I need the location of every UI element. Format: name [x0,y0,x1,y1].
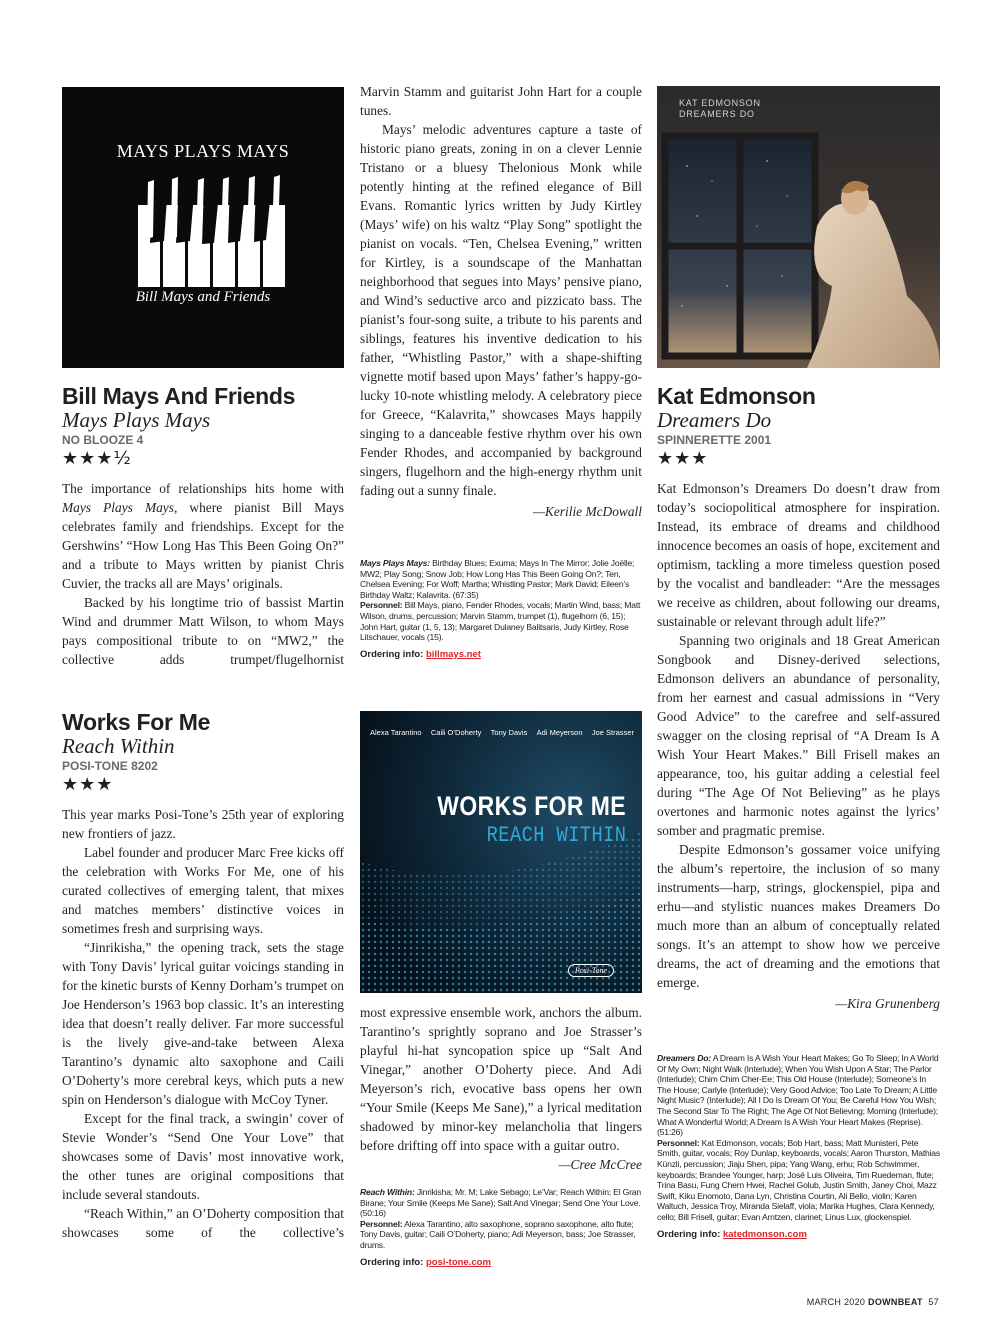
paragraph: “Reach Within,” an O’Doherty composition that showcases some of the collective’s [62,1206,344,1240]
paragraph: Marvin Stamm and guitarist John Hart for a couple tunes. [360,84,642,118]
personnel: Personnel: Bill Mays, piano, Fender Rhodes, vocals; Martin Wind, bass; Matt Wilson, drums, percussion; Marvin Stamm, trumpet (1), flugelhorn (6, 15); John Hart, guitar (1, 5, 13); Margaret Dulaney Balitsaris, Judy Kirtley, Rose Litschauer, vocals (15). [360,600,641,643]
personnel: Personnel: Kat Edmonson, vocals; Bob Hart, bass; Matt Munisteri, Pete Smith, guitar, vocals; Roy Dunlap, keyboards, vocals; Aaron Thurston, Mathias Künzli, percussion; Jiaju Shen, pipa; Yang Wang, erhu; Rob Schwimmer, keyboards; Brandee Younger, harp; José Luis Oliveira, Tim Ruedeman, flute; Trina Basu, Fung Chern Hwei, Rachel Golub, Justin Smith, Janey Choi, Mazz Swift, Kiku Enomoto, Dana Lyn, Christina Courtin, Ali Bello, violin; Karen Waltuch, Jessica Troy, Miranda Sielaff, viola; Marika Hughes, Clara Kennedy, cello; Bill Frisell, guitar; Evan Arntzen, clarinet; Linus Lux, glockenspiel. [657,1137,940,1222]
reviewer-name: —Kira Grunenberg [835,996,940,1011]
page-number: 57 [928,1297,939,1307]
star-rating: ★★★ [657,448,709,469]
cover-title-line1: WORKS FOR ME [437,791,626,821]
record-label: NO BLOOZE 4 [62,433,144,447]
paragraph: Except for the final track, a swingin’ cover of Stevie Wonder’s “Send One Your Love” that showcases some of Davis’ most innovative work, the other tunes are original compositions that include several standouts. [62,1111,344,1202]
piano-keys-icon [62,87,344,368]
album-title: Dreamers Do [657,408,772,432]
cover-title-line2: REACH WITHIN [486,823,626,848]
review-bill-mays-credits [360,558,642,660]
paragraph: most expressive ensemble work, anchors the album. Tarantino’s sprightly soprano and Joe Strasser’s playful hi-hat syncopation spice up “Salt And Vinegar,” another O’Doherty piece. And Adi Meyerson’s rich, evocative bass opens her own “Your Smile (Keeps Me Sane),” a lyrical meditation shadowed by minor-key melancholia that lingers before drifting off into space with a guitar outro. —Cree McCree [360,1005,642,1172]
personnel: Personnel: Alexa Tarantino, alto saxophone, soprano saxophone, alto flute; Tony Davis, guitar; Caili O’Doherty, piano; Adi Meyerson, bass; Joe Strasser, drums. [360,1218,636,1250]
album-cover-reach-within [360,711,642,993]
review-works-for-me-body-part1 [62,805,344,1242]
album-cover-dreamers-do [657,86,940,368]
paragraph: Kat Edmonson’s Dreamers Do doesn’t draw from today’s sociopolitical atmosphere for inspiration. Instead, its embrace of dreams and childhood innocence becomes an oasis of hope, excitement and optimism, tackling a more timeless question posed by the vocalist and bandleader: “Are the messages we receive as children, about following our dreams, sustainable or relevant through adult life?” [657,481,940,629]
window-scene-graphic [657,86,940,368]
ordering-link[interactable]: katedmonson.com [722,1228,807,1240]
dot-pattern-graphic [360,711,642,993]
issue-date: MARCH 2020 [806,1297,866,1307]
artist-name: Works For Me [62,709,211,735]
track-list: Mays Plays Mays: Birthday Blues; Exuma; Mays In The Mirror; Jolie Joëlle; MW2; Play Song; Snow Job; How Long Has This Been Going On?; Ten, Chelsea Evening; For Woff; Martha; Whistling Pastor; Mark David; Eileen’s Birthday Waltz; Kalavrita. (67:35) [360,558,635,600]
review-works-for-me-credits [360,1187,642,1268]
ordering-info: Ordering info: katedmonson.com [657,1228,807,1240]
magazine-name: DOWNBEAT [868,1297,923,1307]
paragraph: Despite Edmonson’s gossamer voice unifying the album’s repertoire, the inclusion of so many instruments—harp, strings, glockenspiel, pipa and erhu—and stylistic nuances makes Dreamers Do much more than an album of conceptually related songs. It’s an attempt to show how we perceive dreams, the act of dreaming and the emotions that emerge. [657,842,940,990]
artist-name: Kat Edmonson [657,383,816,409]
posi-tone-logo: Posi-Tone [568,964,614,977]
paragraph: This year marks Posi-Tone’s 25th year of exploring new frontiers of jazz. [62,807,344,841]
ordering-info: Ordering info: billmays.net [360,648,481,660]
paragraph: The importance of relationships hits home with Mays Plays Mays, where pianist Bill Mays celebrates family and friendships. Except for the Gershwins’ “How Long Has This Been Going On?” and a tribute to Mays written by pianist Chris Cuvier, the tracks all are Mays’ originals. [62,481,344,591]
cover-artist: KAT EDMONSON [679,98,761,108]
page-footer [807,1297,939,1307]
cover-subtitle: Bill Mays and Friends [135,289,271,305]
review-kat-edmonson-header [657,383,947,477]
ordering-link[interactable]: posi-tone.com [425,1256,491,1268]
paragraph: Backed by his longtime trio of bassist Martin Wind and drummer Matt Wilson, to whom Mays pays compositional tribute to on “MW2,” the collective adds trumpet/flugelhornist [62,595,344,667]
album-title: Mays Plays Mays [62,408,211,432]
review-works-for-me-header [62,709,352,803]
review-kat-edmonson-body [657,479,940,1013]
cover-musician-names: Alexa Tarantino Caili O’Doherty Tony Davis Adi Meyerson Joe Strasser [370,728,634,737]
track-list: Dreamers Do: A Dream Is A Wish Your Heart Makes; Go To Sleep; In A World Of My Own; Night Walk (Interlude); When You Wish Upon A Star; The Parlor (Interlude); Chim Chim Cher-Ee; This Old House (Interlude); Someone’s In The House; Carlyle (Interlude); Very Good Advice; Too Late To Dream; A Little Night Music? (Interlude); All I Do Is Dream Of You; Be Careful How You Wish; The Second Star To The Right; The Age Of Not Believing; Morning (Interlude); What A Wonderful World; A Dream Is A Wish Your Heart Makes (Reprise). (51:26) [657,1053,939,1138]
record-label: SPINNERETTE 2001 [657,433,772,447]
record-label: POSI-TONE 8202 [62,759,158,773]
star-rating: ★★★½ [62,448,132,469]
ordering-info: Ordering info: posi-tone.com [360,1256,491,1268]
review-bill-mays-body-part1 [62,479,344,669]
paragraph: Spanning two originals and 18 Great American Songbook and Disney-derived selections, Edmonson delivers an abundance of personality, from her earnest and casual admissions in “Very Good Advice” to the carefree and self-assured swagger on the closing reprisal of “A Dream Is A Wish Your Heart Makes.” Bill Frisell makes an appearance, too, his guitar adding a celestial feel during “The Age Of Not Believing” as he plays overtones and harmonic notes against the lyrics’ somber and pragmatic premise. [657,633,940,838]
cover-title: MAYS PLAYS MAYS [116,141,290,161]
cover-title: DREAMERS DO [679,109,755,119]
review-bill-mays-header [62,383,352,477]
ordering-link[interactable]: billmays.net [425,648,481,660]
paragraph: Label founder and producer Marc Free kicks off the celebration with Works For Me, one of his curated collectives of emerging talent, that mixes and matches members’ distinctive voices in sometimes fresh and surprising ways. [62,845,344,936]
track-list: Reach Within: Jinrikisha; Mr. M; Lake Sebago; Le’Var; Reach Within; El Gran Birane; Your Smile (Keeps Me Sane); Salt And Vinegar; Send One Your Love. (50:16) [360,1187,641,1219]
paragraph: “Jinrikisha,” the opening track, sets the stage with Tony Davis’ lyrical guitar voicings standing in for the kinetic bursts of Kenny Dorham’s trumpet on Joe Henderson’s 1963 bop classic. It’s an interesting idea that doesn’t really deliver. Far more successful is the lively give-and-take between Alexa Tarantino’s dynamic alto saxophone and Caili O’Doherty’s more cerebral keys, which puts a new spin on Henderson’s dialogue with McCoy Tyner. [62,940,344,1107]
reviewer-name: —Kerilie McDowall [533,504,642,519]
review-works-for-me-body-part2 [360,1003,642,1174]
review-bill-mays-body-part2 [360,82,642,521]
star-rating: ★★★ [62,774,114,795]
album-cover-mays-plays-mays [62,87,344,368]
review-kat-edmonson-credits [657,1053,940,1240]
paragraph: Mays’ melodic adventures capture a taste of historic piano greats, zoning in on a clever Lennie Tristano or a bluesy Thelonious Monk while potently hinting at the refined elegance of Bill Evans. Romantic lyrics written by Judy Kirtley (Mays’ wife) on his waltz “Play Song” spotlight the pianist on vocals. “Ten, Chelsea Evening,” written for Kirtley, is a soundscape of the Manhattan neighborhood that segues into Mays’ pensive piano, and Wind’s seductive arco and pizzicato bass. The pianist’s four-song suite, a tribute to his parents and siblings, features his inventive dedication to his father, “Whistling Pastor,” with a shape-shifting vignette motif based upon Mays’ father’s happy-go-lucky 10-note whistling melody. A celebratory piece for Greece, “Kalavrita,” showcases Mays happily singing to a danceable festive rhythm over his own Fender Rhodes, and accompanied by background singers, flugelhorn and the high-energy rhythm unit fading out a sunny finale. [360,122,642,498]
album-title: Reach Within [62,734,175,758]
reviewer-name: —Cree McCree [558,1157,642,1172]
artist-name: Bill Mays And Friends [62,383,296,409]
